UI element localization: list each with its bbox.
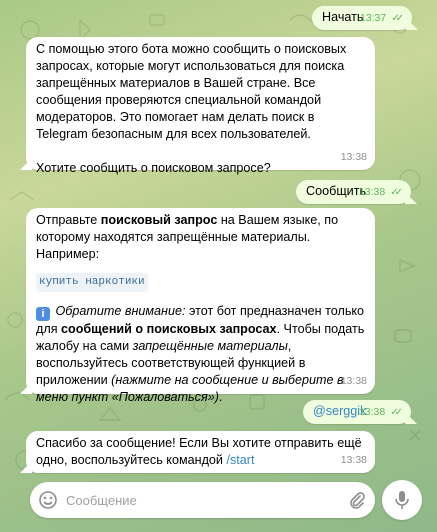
text-segment: , воспользуйтесь соответствующей функцией в приложении <box>36 339 306 387</box>
message-text: С помощью этого бота можно сообщить о поисковых запросах, которые могут использоваться для поиска запрещённых материалов в Вашей стране. Все сообщения проверяются специальной командой модераторов. Это помогает нам делать поиск в Telegram безопасным для всех пользователей. <box>36 42 347 141</box>
message-text: Начать <box>322 10 364 24</box>
text-italic: (нажмите на сообщение и выберите в меню пункт «Пожаловаться») <box>36 373 344 404</box>
message-meta <box>359 404 403 421</box>
text-segment: на Вашем языке, по которому находятся запрещённые материалы. Например: <box>36 213 339 261</box>
text-italic: запрещённые материалы <box>132 339 288 353</box>
outgoing-message[interactable] <box>296 180 411 204</box>
incoming-message[interactable] <box>26 208 375 404</box>
example-query[interactable]: купить наркотики <box>36 273 148 292</box>
smile-icon[interactable] <box>30 490 66 510</box>
incoming-message[interactable] <box>26 431 375 473</box>
message-time: 13:38 <box>358 186 386 198</box>
text-segment: Отправьте <box>36 213 101 227</box>
message-time: 13:38 <box>340 454 367 466</box>
double-check-icon: ✓✓ <box>390 407 399 418</box>
message-question: Хотите сообщить о поисковом запросе? <box>36 161 271 175</box>
text-segment: . <box>218 390 223 404</box>
outgoing-message[interactable] <box>312 6 412 30</box>
outgoing-message[interactable] <box>303 400 411 424</box>
message-meta <box>360 10 404 27</box>
microphone-icon[interactable] <box>382 480 422 520</box>
message-meta <box>359 184 403 201</box>
instruction-text <box>36 212 365 263</box>
message-time: 13:38 <box>340 375 367 387</box>
message-text: Спасибо за сообщение! Если Вы хотите отправить ещё одно, воспользуйтесь командой <box>36 436 362 467</box>
message-text: Сообщить <box>306 184 367 198</box>
incoming-message[interactable] <box>26 37 375 175</box>
message-input[interactable] <box>66 493 339 508</box>
message-time: 13:37 <box>359 12 387 24</box>
double-check-icon: ✓✓ <box>391 13 400 24</box>
text-segment: . Чтобы подать жалобу на сами <box>36 322 365 353</box>
paperclip-icon[interactable] <box>339 490 375 510</box>
info-icon: i <box>36 307 50 321</box>
note-text <box>36 303 365 406</box>
text-segment: этот бот предназначен только для <box>36 304 365 336</box>
text-bold: сообщений о поисковых запросах <box>61 322 277 336</box>
message-composer <box>30 482 375 518</box>
double-check-icon: ✓✓ <box>390 187 399 198</box>
command-link[interactable]: /start <box>226 453 255 467</box>
text-bold: поисковый запрос <box>100 213 218 227</box>
message-time: 13:38 <box>340 151 367 163</box>
message-time: 13:38 <box>358 406 386 418</box>
text-italic: Обратите внимание: <box>55 304 186 318</box>
mention-link[interactable]: @serggik <box>313 404 367 418</box>
